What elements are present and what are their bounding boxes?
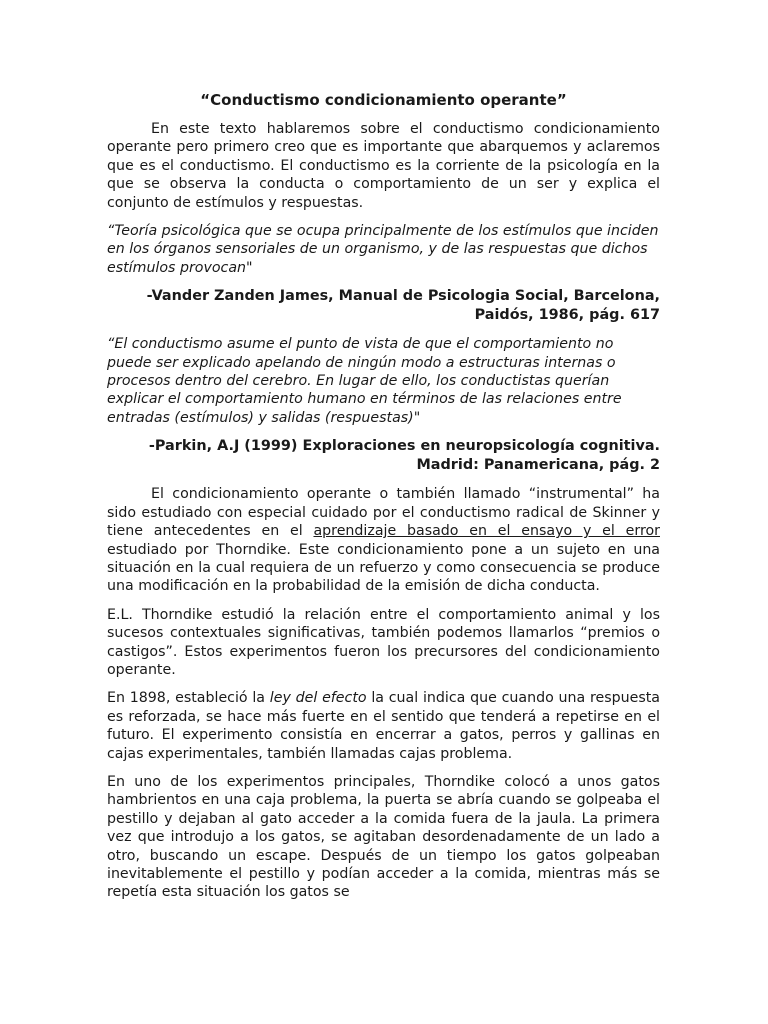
paragraph-thorndike: E.L. Thorndike estudió la relación entre el comportamiento animal y los sucesos contextuales significativas, también podemos llamarlos “premios o castigos”. Estos experimentos fueron los precursores del condicionamiento operante. [107,606,660,678]
law-of-effect-text-a: En 1898, estableció la [107,690,270,707]
paragraph-experiment: En uno de los experimentos principales, Thorndike colocó a unos gatos hambrientos en una caja problema, la puerta se abría cuando se golpeaba el pestillo y dejaban al gato acceder a la comida fuera de la jaula. La primera vez que introdujo a los gatos, se agitaban desordenadamente de un lado a otro, buscando un escape. Después de un tiempo los gatos golpeaban inevitablemente el pestillo y podían acceder a la comida, mientras más se repetía esta situación los gatos se [107,773,660,901]
citation-1-line-2: Paidós, 1986, pág. 617 [474,307,660,324]
document-title: “Conductismo condicionamiento operante” [200,91,567,109]
law-of-effect-term: ley del efecto [269,690,367,707]
quote-2: “El conductismo asume el punto de vista de que el comportamiento no puede ser explicado apelando de ningún modo a estructuras internas o procesos dentro del cerebro. En lugar de ello, los conductistas querían explicar el comportamiento humano en términos de las relaciones entre entradas (estímulos) y salidas (respuestas)" [107,336,622,426]
citation-2-line-1: -Parkin, A.J (1999) Exploraciones en neuropsicología cognitiva. [148,438,660,455]
trial-error-link[interactable]: aprendizaje basado en el ensayo y el error [313,523,660,540]
paragraph-operant [107,485,660,595]
citation-2-line-2: Madrid: Panamericana, pág. 2 [416,457,660,474]
citation-1 [107,287,660,325]
law-of-effect-text-b: la cual indica que cuando una respuesta es reforzada, se hace más fuerte en el sentido que tenderá a repetirse en el futuro. El experimento consistía en encerrar a gatos, perros y gallinas en cajas experimentales, también llamadas cajas problema. [107,690,661,762]
quote-1: “Teoría psicológica que se ocupa principalmente de los estímulos que inciden en los órganos sensoriales de un organismo, y de las respuestas que dichos estímulos provocan" [107,223,659,276]
paragraph-law-of-effect [107,689,660,763]
citation-2 [107,437,660,475]
paragraph-operant-text-a: El condicionamiento operante o también llamado “instrumental” ha sido estudiado con especial cuidado por el conductismo radical de Skinner y tiene antecedentes en el [107,486,660,540]
intro-paragraph: En este texto hablaremos sobre el conductismo condicionamiento operante pero primero creo que es importante que abarquemos y aclaremos que es el conductismo. El conductismo es la corriente de la psicología en la que se observa la conducta o comportamiento de un ser y explica el conjunto de estímulos y respuestas. [107,121,660,211]
citation-1-line-1: -Vander Zanden James, Manual de Psicologia Social, Barcelona, [146,288,660,305]
paragraph-operant-text-b: estudiado por Thorndike. Este condicionamiento pone a un sujeto en una situación en la cual requiera de un refuerzo y como consecuencia se produce una modificación en la probabilidad de la emisión de dicha conducta. [107,541,660,595]
